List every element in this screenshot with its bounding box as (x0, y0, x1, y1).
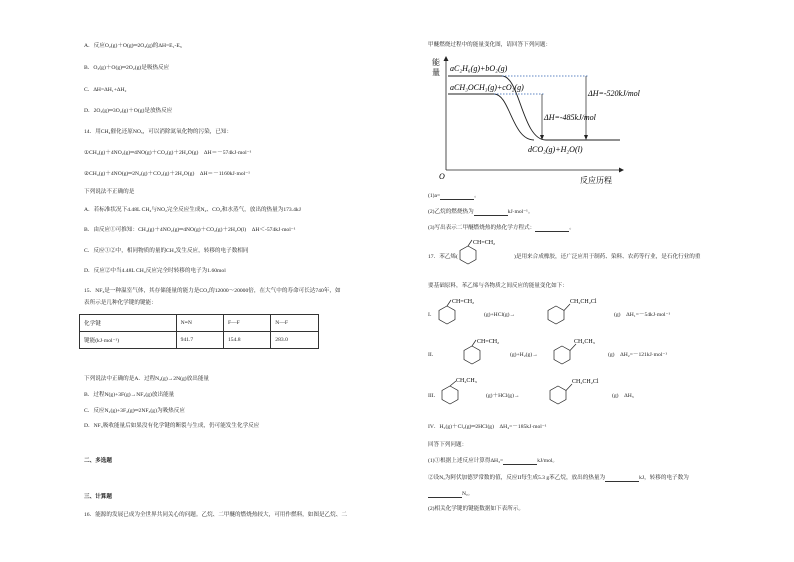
bond-line (468, 240, 472, 246)
benzene-ring-icon (550, 386, 566, 404)
q16-1-text: (1)a= (428, 193, 441, 199)
label-ether-reactants: aCH₃OCH₃(g)+cO₂(g) (450, 83, 524, 92)
substituent-label: CH₂CH₃ (574, 339, 595, 345)
q17-part-1 (428, 458, 558, 465)
q16-line-1: 16．能源的发展已成为全世界共同关心的问题。乙烷、二甲醚的燃烧热较大，可用作燃料，如图是乙烷、二 (84, 512, 347, 518)
substituent-label: CH=CH₂ (452, 299, 475, 305)
table-cell: N—F (271, 315, 319, 332)
substituent-label: CH=CH₂ (473, 240, 496, 246)
substituent-label: CH₂CH₃ (456, 378, 477, 384)
q16-3-text: (3)写出表示二甲醚燃烧热的热化学方程式： (428, 225, 536, 231)
substituent-label: CH₂CH₂Cl (570, 299, 597, 305)
rxn-3-end: (g) ΔH₃ (612, 393, 634, 399)
substituent-label: CH₂CH₂Cl (572, 379, 599, 385)
q13-option-b: B．O₃(g)＋O(g)═2O₂(g)是吸热反应 (84, 65, 170, 71)
label-ethane-reactants: aC₂H₆(g)+bO₂(g) (450, 64, 508, 73)
q16-part-1: (1)a= 。 (428, 193, 480, 199)
rxn-1-label: I． (428, 312, 436, 318)
q17-1-text: (1)①根据上述反应计算得ΔH₃= (428, 458, 504, 464)
q17-part-2 (428, 475, 689, 482)
curve-dimethyl-ether (494, 94, 534, 140)
q15-line-1: 15．NF₃是一种温室气体，其存储能量的能力是CO₂的12000～20000倍，在大气中的寿命可长达740年，如 (84, 288, 341, 294)
q16-2-unit: kJ·mol⁻¹。 (507, 209, 534, 215)
q14-option-a: A．若标准状况下4.48L CH₄与NO₂完全反应生成N₂、CO₂和水蒸气，放出的热量为173.4kJ (84, 207, 301, 213)
q15-question: 下列说法中正确的是A．过程N₂(g)→2N(g)放出能量 (84, 376, 210, 382)
section-heading-multi-choice: 二、多选题 (84, 458, 112, 464)
table-cell: 283.0 (271, 332, 319, 349)
q13-option-c: C．ΔH=ΔH₁+ΔH₂ (84, 87, 127, 93)
q14-option-b: B．由反应①可推知：CH₄(g)＋4NO₂(g)═4NO(g)＋CO₂(g)＋2H₂O(l) ΔH＜-574kJ·mol⁻¹ (84, 227, 296, 233)
x-axis-arrow-icon (619, 168, 624, 173)
label-dh2: ΔH=-485kJ/mol (544, 113, 596, 122)
benzene-ring-icon (439, 306, 455, 324)
diagram-origin: O (439, 172, 445, 181)
table-cell: N≡N (176, 315, 223, 332)
benzene-ring-icon (464, 346, 480, 364)
diagram-ylabel-2: 量 (432, 68, 440, 77)
section-heading-calculation: 三、计算题 (84, 494, 112, 500)
q17-2-end: Nₐ。 (462, 491, 474, 497)
chloroethylbenzene-structure (546, 296, 606, 328)
q15-option-b: B．过程N(g)+3F(g)→NF₃(g)放出能量 (84, 392, 175, 398)
table-cell: 键能(kJ·mol⁻¹) (80, 332, 177, 349)
q16-continuation: 甲醚燃烧过程中的能量变化图，请回答下列问题： (428, 42, 552, 48)
diagram-ylabel-1: 能 (432, 58, 440, 67)
q14-equation-2: ②CH₄(g)＋4NO(g)═2N₂(g)＋CO₂(g)＋2H₂O(g) ΔH＝－1160kJ·mol⁻¹ (84, 171, 250, 177)
q16-part-3: (3)写出表示二甲醚燃烧热的热化学方程式： 。 (428, 225, 575, 231)
rxn-1-end: (g) ΔH₁=－54kJ·mol⁻¹ (614, 312, 671, 318)
q17-1-unit: kJ/mol。 (537, 458, 559, 464)
bond-line (447, 300, 451, 306)
q13-option-a: A．反应O₂(g)＋O(g)═2O₃(g)的ΔH=E₁-E₃ (84, 43, 182, 49)
styrene-structure (456, 236, 512, 270)
bond-line (472, 340, 476, 346)
q17-line-2: 要基础原料，苯乙烯与各物质之间反应的能量变化如下： (428, 283, 568, 289)
rxn-3-label: III． (428, 393, 440, 399)
styrene-structure (462, 336, 516, 368)
label-products: dCO₂(g)+H₂O(l) (528, 145, 583, 154)
rxn-2-middle: (g)+H₂(g)→ (510, 352, 538, 358)
styrene-structure (437, 296, 491, 328)
table-cell: F—F (223, 315, 270, 332)
ethylbenzene-structure (440, 376, 496, 408)
rxn-4: IV．H₂(g)＋Cl₂(g)═2HCl(g) ΔH₄=－185kJ·mol⁻¹ (428, 424, 547, 430)
benzene-ring-icon (548, 306, 564, 324)
table-row (80, 332, 319, 349)
chloroethylbenzene-structure (548, 376, 608, 408)
q14-option-c: C．反应①②中，相同物质的量的CH₄发生反应，转移的电子数相同 (84, 248, 249, 254)
benzene-ring-icon (442, 386, 458, 404)
q17-2-text: ②设Nₐ为阿伏加德罗常数的值，反应II每生成5.3 g苯乙烷，放出的热量为 (428, 475, 606, 481)
q14-equation-1: ①CH₄(g)＋4NO₂(g)═4NO(g)＋CO₂(g)＋2H₂O(g) ΔH＝－574kJ·mol⁻¹ (84, 150, 252, 156)
q15-option-d: D．NF₃吸收能量后如果没有化学键的断裂与生成，仍可能发生化学反应 (84, 423, 260, 429)
answer-prompt: 回答下列问题： (428, 442, 468, 448)
answer-blank (474, 210, 508, 216)
rxn-2-end: (g) ΔH₂=－121kJ·mol⁻¹ (608, 352, 668, 358)
q14-option-d: D．反应②中当4.48L CH₄反应完全时转移的电子为1.60mol (84, 268, 226, 274)
answer-blank (535, 226, 569, 232)
table-cell: 化学键 (80, 315, 177, 332)
q14-question: 下列说法不正确的是 (84, 189, 135, 195)
q15-line-2: 表所示是几种化学键的键能： (84, 300, 157, 306)
bond-energy-table (79, 314, 319, 349)
benzene-ring-icon (554, 346, 570, 364)
answer-blank (428, 492, 462, 498)
answer-blank (503, 459, 537, 465)
q17-part-3: (2)相关化学键的键能数据如下表所示。 (428, 506, 525, 512)
q16-2-text: (2)乙烷的燃烧热为 (428, 209, 474, 215)
rxn-2-label: II． (428, 352, 438, 358)
q17-line-1-start: 17．苯乙烯( (428, 254, 458, 260)
y-axis-arrow-icon (444, 56, 449, 61)
diagram-xlabel: 反应历程 (580, 176, 612, 185)
label-dh1: ΔH=-520kJ/mol (588, 89, 640, 98)
rxn-3-middle: (g)＋HCl(g)→ (486, 393, 520, 399)
q14-intro: 14．用CH₄催化还原NOₓ，可以消除氮氧化物的污染，已知： (84, 129, 233, 135)
benzene-ring-icon (460, 246, 476, 264)
table-row (80, 315, 319, 332)
answer-blank (440, 194, 474, 200)
rxn-1-middle: (g)+HCl(g)→ (484, 312, 516, 318)
table-cell: 941.7 (176, 332, 223, 349)
q13-option-d: D．2O₃(g)═3O₂(g)＋O(g)是放热反应 (84, 108, 173, 114)
q16-part-2 (428, 209, 533, 216)
q15-option-c: C．反应N₂(g)+3F₂(g)═2NF₃(g)为吸热反应 (84, 408, 185, 414)
table-cell: 154.8 (223, 332, 270, 349)
substituent-label: CH=CH₂ (477, 339, 500, 345)
dh1-arrowhead-icon (584, 135, 588, 140)
q17-2-mid: kJ，转移的电子数为 (639, 475, 689, 481)
q17-line-1-end: )是用来合成橡胶，还广泛应用于制药、染料、农药等行业，是石化行业的重 (514, 254, 701, 260)
ethylbenzene-structure (552, 336, 608, 368)
energy-diagram (424, 52, 654, 190)
answer-blank (605, 476, 639, 482)
q17-part-2-cont (428, 491, 473, 498)
